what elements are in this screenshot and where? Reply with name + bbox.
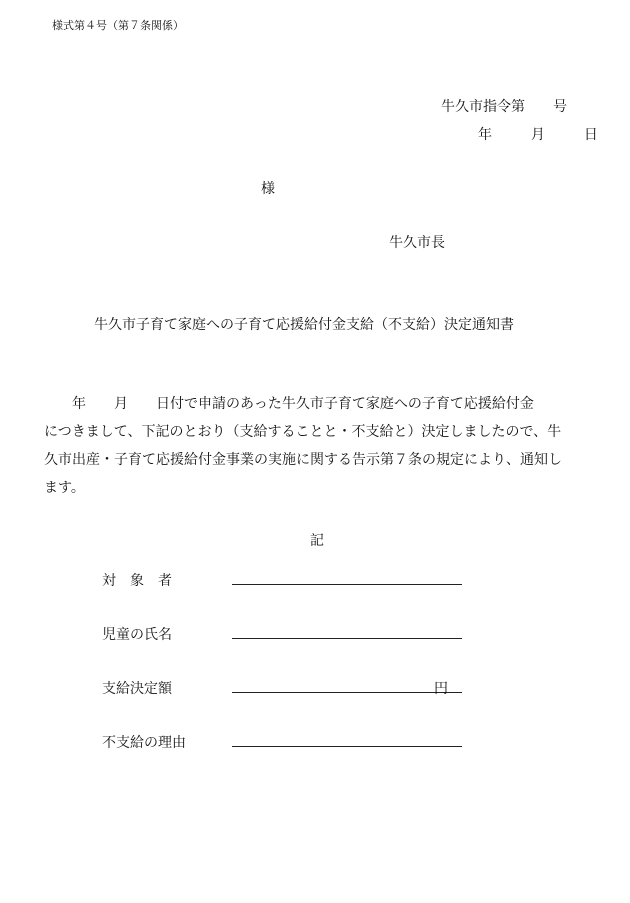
date-day: 日 — [583, 127, 598, 143]
body-line: ます。 — [44, 480, 85, 496]
body-line: 年 月 日付で申請のあった牛久市子育て家庭への子育て応援給付金 — [44, 396, 534, 412]
child-name-field-line — [232, 638, 462, 639]
reason-field-line — [232, 746, 462, 747]
amount-label: 支給決定額 — [102, 681, 172, 697]
addressee-honorific: 様 — [261, 181, 275, 197]
subject-label: 対 象 者 — [102, 573, 172, 589]
subject-field-line — [232, 584, 462, 585]
amount-unit: 円 — [434, 681, 448, 697]
notice-body — [44, 390, 584, 502]
ki-heading: 記 — [310, 533, 324, 549]
amount-field-line — [232, 692, 462, 693]
reference-number: 牛久市指令第 号 — [441, 99, 567, 115]
body-line: 久市出産・子育て応援給付金事業の実施に関する告示第７条の規定により、通知し — [44, 452, 562, 468]
form-number: 様式第４号（第７条関係） — [52, 19, 184, 32]
date-month: 月 — [530, 127, 545, 143]
reason-label: 不支給の理由 — [102, 735, 186, 751]
body-line: につきまして、下記のとおり（支給することと・不支給と）決定しましたので、牛 — [44, 424, 562, 440]
issue-date — [478, 124, 598, 144]
issuer-name: 牛久市長 — [389, 235, 445, 251]
date-year: 年 — [478, 127, 492, 143]
child-name-label: 児童の氏名 — [102, 627, 172, 643]
document-title: 牛久市子育て家庭への子育て応援給付金支給（不支給）決定通知書 — [94, 317, 514, 333]
